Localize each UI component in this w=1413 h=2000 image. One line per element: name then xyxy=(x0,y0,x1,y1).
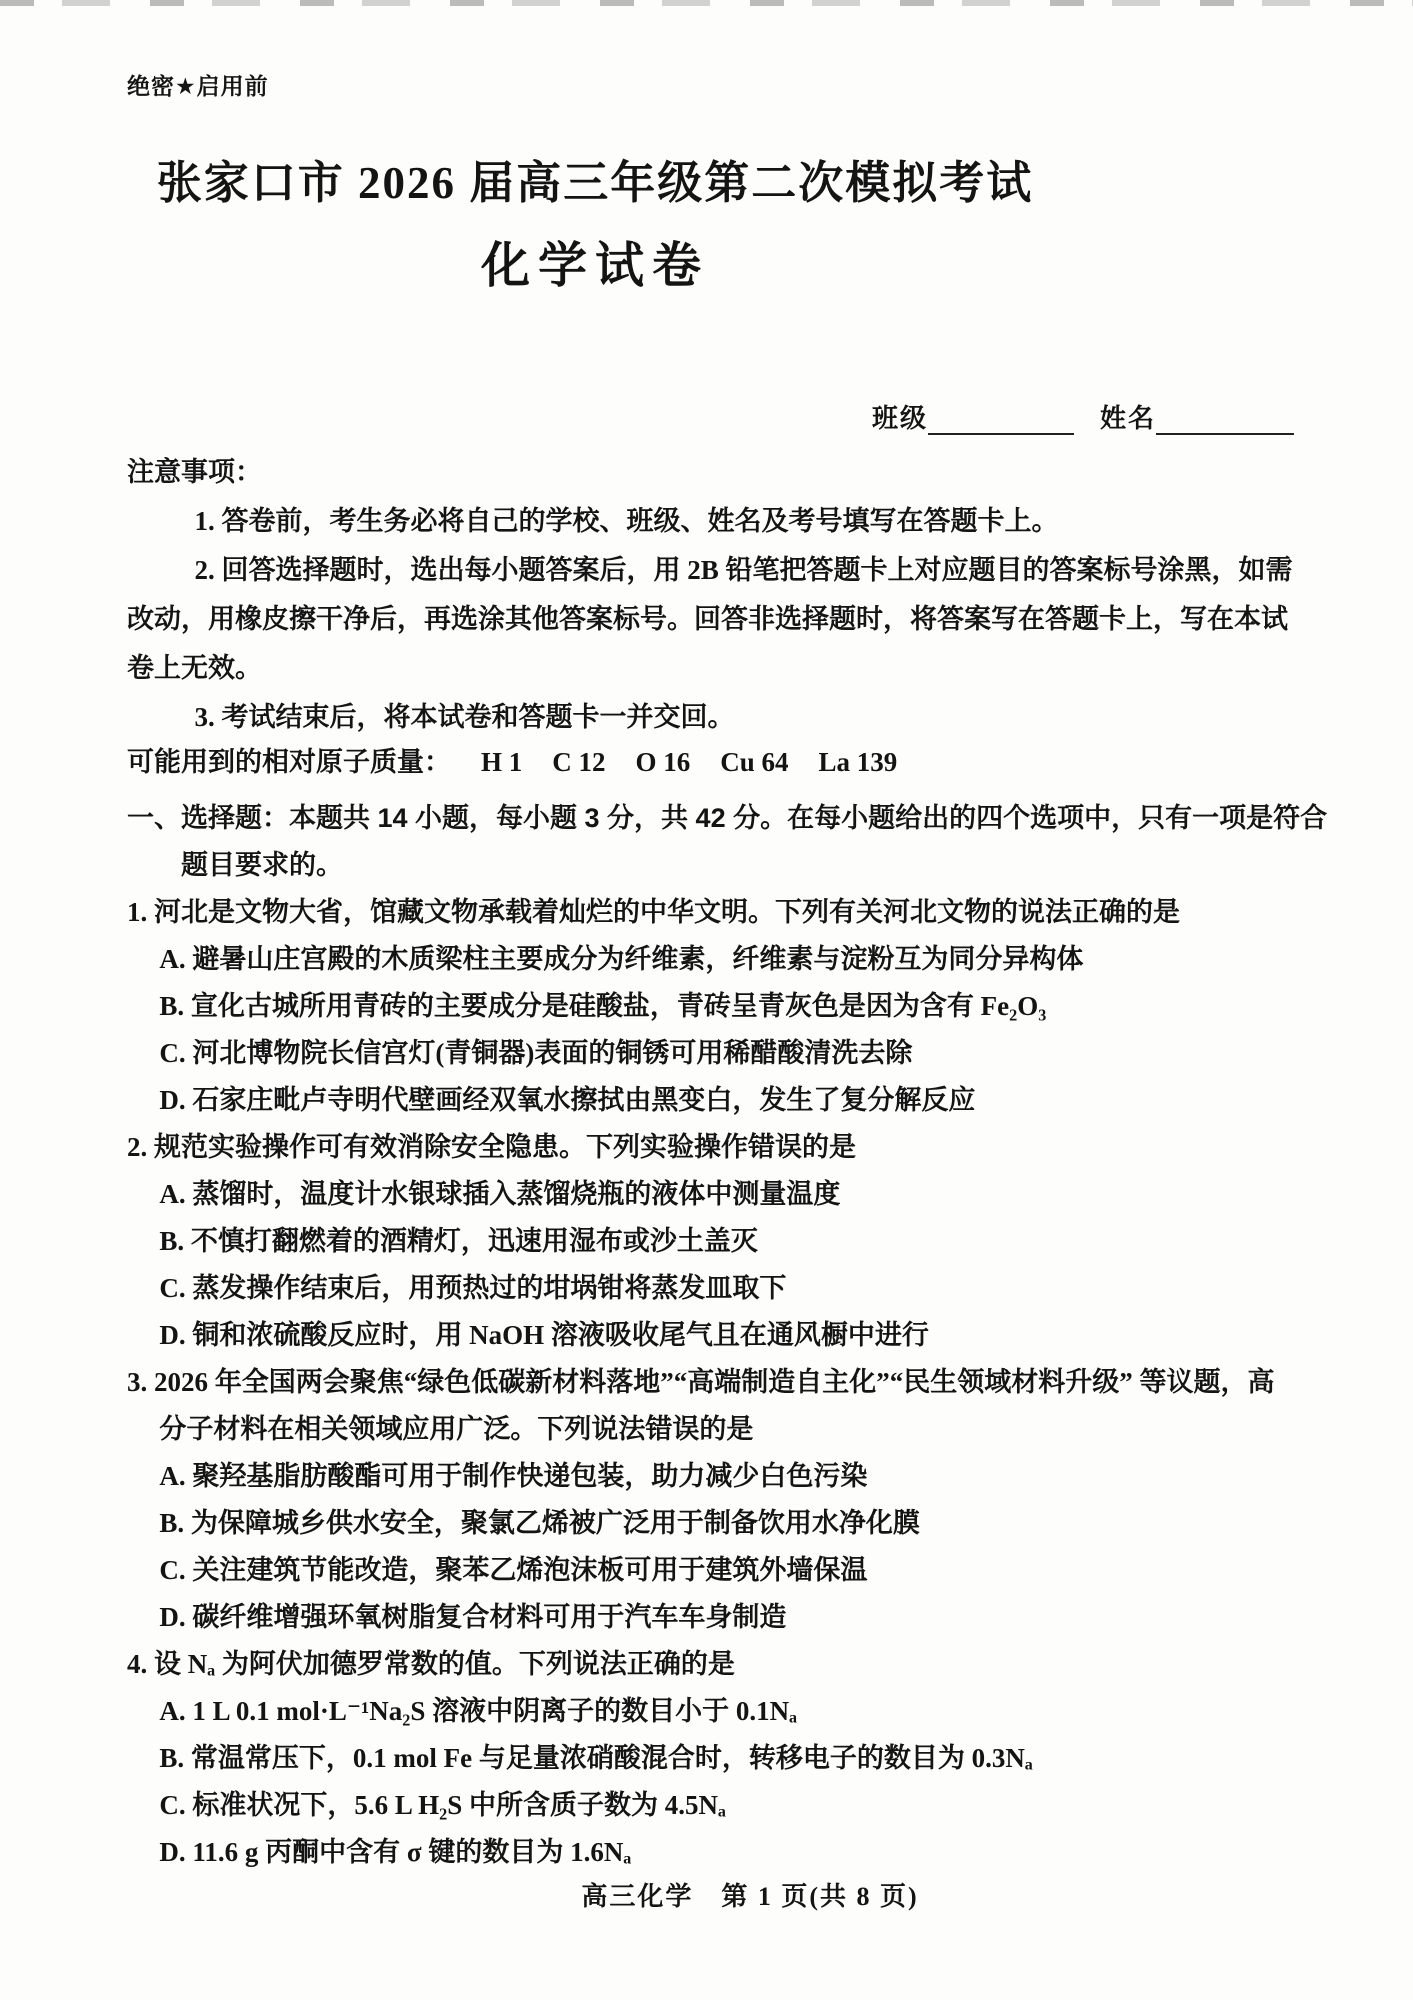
question-3-option-a: A. 聚羟基脂肪酸酯可用于制作快递包装，助力减少白色污染 xyxy=(159,1461,868,1491)
question-3-option-d: D. 碳纤维增强环氧树脂复合材料可用于汽车车身制造 xyxy=(159,1602,787,1632)
question-1-option-b: B. 宣化古城所用青砖的主要成分是硅酸盐，青砖呈青灰色是因为含有 Fe₂O₃ xyxy=(159,991,1047,1021)
notice-section xyxy=(127,448,1293,742)
question-3-option-b: B. 为保障城乡供水安全，聚氯乙烯被广泛用于制备饮用水净化膜 xyxy=(159,1508,920,1538)
notice-item-1: 1. 答卷前，考生务必将自己的学校、班级、姓名及考号填写在答题卡上。 xyxy=(194,506,1059,536)
atomic-masses-line xyxy=(127,740,1293,779)
atomic-mass-value: Cu 64 xyxy=(720,747,789,777)
question-3-option-c: C. 关注建筑节能改造，聚苯乙烯泡沫板可用于建筑外墙保温 xyxy=(159,1555,868,1585)
question-4-option-d: D. 11.6 g 丙酮中含有 σ 键的数目为 1.6Nₐ xyxy=(159,1837,632,1867)
page-footer: 高三化学 第 1 页(共 8 页) xyxy=(581,1882,919,1911)
atomic-masses-label: 可能用到的相对原子质量： xyxy=(127,747,451,777)
question-4-option-a: A. 1 L 0.1 mol·L⁻¹Na₂S 溶液中阴离子的数目小于 0.1Nₐ xyxy=(159,1696,798,1726)
scan-artifact-top-edge xyxy=(0,0,1413,6)
question-1-option-c: C. 河北博物院长信宫灯(青铜器)表面的铜锈可用稀醋酸清洗去除 xyxy=(159,1038,913,1068)
question-1-option-d: D. 石家庄毗卢寺明代壁画经双氧水擦拭由黑变白，发生了复分解反应 xyxy=(159,1085,976,1115)
secrecy-label: 绝密★启用前 xyxy=(127,73,269,99)
name-blank-line xyxy=(1156,403,1294,435)
question-2-option-b: B. 不慎打翻燃着的酒精灯，迅速用湿布或沙土盖灭 xyxy=(159,1226,758,1256)
question-2-option-a: A. 蒸馏时，温度计水银球插入蒸馏烧瓶的液体中测量温度 xyxy=(159,1179,841,1209)
name-label: 姓名 xyxy=(1100,404,1157,433)
questions-list xyxy=(127,889,1299,1876)
atomic-mass-value: O 16 xyxy=(635,747,691,777)
question-4-stem: 4. 设 Nₐ 为阿伏加德罗常数的值。下列说法正确的是 xyxy=(127,1649,735,1679)
question-2-option-d: D. 铜和浓硫酸反应时，用 NaOH 溶液吸收尾气且在通风橱中进行 xyxy=(159,1320,929,1350)
class-label: 班级 xyxy=(872,404,929,433)
section-heading-choice-questions: 一、选择题：本题共 14 小题，每小题 3 分，共 42 分。在每小题给出的四个选项中，只有一项是符合题目要求的。 xyxy=(127,803,1328,880)
question-4-option-b: B. 常温常压下，0.1 mol Fe 与足量浓硝酸混合时，转移电子的数目为 0.3Nₐ xyxy=(159,1743,1033,1773)
student-info-row xyxy=(872,398,1294,435)
notice-item-2: 2. 回答选择题时，选出每小题答案后，用 2B 铅笔把答题卡上对应题目的答案标号涂黑，如需改动，用橡皮擦干净后，再选涂其他答案标号。回答非选择题时，将答案写在答题卡上，写在本试卷上无效。 xyxy=(127,555,1293,683)
question-1-option-a: A. 避暑山庄宫殿的木质梁柱主要成分为纤维素，纤维素与淀粉互为同分异构体 xyxy=(159,944,1084,974)
paper-header xyxy=(115,146,1075,297)
question-2-stem: 2. 规范实验操作可有效消除安全隐患。下列实验操作错误的是 xyxy=(127,1132,856,1162)
atomic-mass-value: C 12 xyxy=(552,747,606,777)
notice-item-3: 3. 考试结束后，将本试卷和答题卡一并交回。 xyxy=(194,702,735,732)
question-2-option-c: C. 蒸发操作结束后，用预热过的坩埚钳将蒸发皿取下 xyxy=(159,1273,787,1303)
class-blank-line xyxy=(928,403,1074,435)
paper-subtitle: 化学试卷 xyxy=(480,238,709,293)
question-1-stem: 1. 河北是文物大省，馆藏文物承载着灿烂的中华文明。下列有关河北文物的说法正确的是 xyxy=(127,897,1180,927)
question-3-stem: 3. 2026 年全国两会聚焦“绿色低碳新材料落地”“高端制造自主化”“民生领域材料升级” 等议题，高分子材料在相关领域应用广泛。下列说法错误的是 xyxy=(127,1367,1275,1444)
question-4-option-c: C. 标准状况下，5.6 L H₂S 中所含质子数为 4.5Nₐ xyxy=(159,1790,726,1820)
atomic-mass-value: H 1 xyxy=(481,747,523,777)
atomic-mass-value: La 139 xyxy=(818,747,898,777)
notice-heading: 注意事项： xyxy=(127,457,262,487)
paper-title: 张家口市 2026 届高三年级第二次模拟考试 xyxy=(156,158,1034,208)
